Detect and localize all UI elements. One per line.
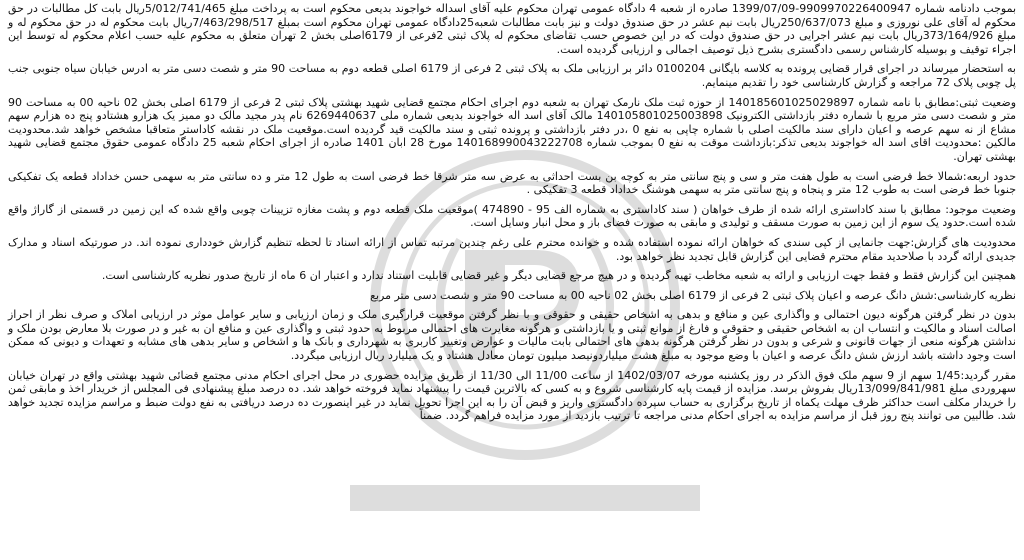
paragraph-registration-status: وضعیت ثبتی:مطابق با نامه شماره 140185601025029897 از حوزه ثبت ملک نارمک تهران به شعبه دوم اجرای احکام مجتمع قضایی شهید بهشتی پلاک ثبتی 2 فرعی از 6179 اصلی بخش 02 ناحیه 00 به مساحت 90 متر و شصت دسی متر مربع با شماره دفتر بازداشتی الکترونیک 140105801025003898 مالک آقای اسد اله خواجوند بدیعی شماره ملی 6269440637 نام پدر مجید مالک دو ممیز یک هزارو هشتادو پنج ده هزارم سهم مشاع از نه سهم عرصه و اعیان دارای سند مالکیت اصلی با شماره چاپی به نفع 0 ،در دفتر بازداشتی و پرونده ثبتی و سند مالکیت قید گردیده است.موقعیت ملک در نقشه کاداستر متعاقبا مشخص خواهد شد.محدودیت مالکین :محدودیت اقای اسد اله خواجوند بدیعی تذکر:بازداشت موقت به نفع 0 بموجب شماره 140168990043222708 مورخ 28 ابان 1401 صادره از اجرای احکام شعبه 25 دادگاه عمومی حقوق مجتمع قضایی شهید بهشتی تهران. — [8, 95, 1017, 163]
paragraph-appraisal-intro: به استحضار میرساند در اجرای قرار قضایی پرونده به کلاسه بایگانی 0100204 دائر بر ارزیابی ملک به پلاک ثبتی 2 فرعی از 6179 اصلی قطعه دوم به مساحت 90 متر و شصت دسی متر به ادرس خیابان سیاه جنوبی جنب پل چوبی پلاک 72 مراجعه و گزارش کارشناسی خود را تقدیم مینمایم. — [8, 62, 1016, 89]
paragraph-valuation: بدون در نظر گرفتن هرگونه دیون احتمالی و واگذاری عین و منافع و بدهی به اشخاص حقیقی و حقوقی و با نظر گرفتن موقعیت قرارگیری ملک و زمان ارزیابی و سایر عوامل موثر در ارزیابی املاک و صرف نظر از احراز اصالت اسناد و مالکیت و انتساب ان به اشخاص حقیقی و حقوقی و فارغ از موانع ثبتی و یا بازداشتی و هرگونه مغایرت های احتمالی مربوط به حدود ثبتی و واگذاری عین و منافع ان به غیر و در صورت بلا معارض بودن ملک و نداشتن هرگونه منعی از جهات قانونی و شرعی و بدون در نظر گرفتن هرگونه بدهی های احتمالی بابت مالیات و عوارض وتغییر کاربری به شهرداری و بانک ها و اشخاص و سایر بدهی های مشابه و تعهدات و دیونی که ممکن است وجود داشته باشد ارزش شش دانگ عرصه و اعیان با وضع موجود به مبلغ هشت میلیاردونیصد میلیون تومان معادل هشتاد و یک میلیارد ریال ارزیابی میگردد. — [8, 308, 1016, 363]
paragraph-report-limitations: محدودیت های گزارش:جهت جانمایی از کپی سندی که خواهان ارائه نموده استفاده شده و خوانده محترم علی رغم چندین مرتبه تماس از ارائه اسناد تا لحظه تنظیم گزارش خودداری نموده اند. در صورتیکه اسناد و مدارک جدیدی ارائه گردد با صلاحدید مقام محترم قضایی این گزارش قابل تجدید نظر خواهد بود. — [8, 235, 1016, 263]
notice-body — [8, 2, 1016, 429]
paragraph-report-validity: همچنین این گزارش فقط و فقط جهت ارزیابی و ارائه به شعبه مخاطب تهیه گردیده و در هیچ مرجع قضایی دیگر و غیر قضایی قابلیت استناد ندارد و اعتبار ان 6 ماه از تاریخ صدور نظریه کارشناسی است. — [101, 269, 1016, 283]
paragraph-boundaries: حدود اربعه:شمالا خط فرضی است به طول هفت متر و سی و پنج سانتی متر به کوچه بن بست احداثی به عرض سه متر شرقا خط فرضی است به طول 12 متر و ده سانتی متر به سهمی حسن خداداد قطعه یک تفکیکی جنوبا خط فرضی است به طوب 12 متر و پنجاه و پنج سانتی متر به سهمی هوشنگ خداداد قطعه 3 تفکیکی . — [8, 169, 1016, 197]
paragraph-current-status: وضعیت موجود: مطابق با سند کاداستری ارائه شده از طرف خواهان ( سند کاداستری به شماره الف 95 - 474890 )موقعیت ملک قطعه دوم و پشت مغازه تزیینات چوبی واقع شده که این زمین در قسمتی از گاراژ واقع شده است.حدود یک سوم از این زمین به صورت مسقف و تولیدی و مابقی به صورت فضای باز و محل انبار وسایل است. — [8, 202, 1016, 230]
paragraph-auction-terms: مقرر گردید:1/45 سهم از 9 سهم ملک فوق الذکر در روز یکشنبه مورخه 1402/03/07 از ساعت 11/00 الی 11/30 از طریق مزایده حضوری در محل اجرای احکام مدنی مجتمع قضائی شهید بهشتی واقع در تهران خیابان سهروردی مبلغ 13/099/841/981ریال بفروش برسد. مزایده از قیمت پایه کارشناسی شروع و به کسی که بالاترین قیمت را پیشنهاد نماید فروخته خواهد شد. ده درصد مبلغ پیشنهادی فی المجلس از خریدار اخذ و مابقی ثمن را خریدار مکلف است حداکثر ظرف مهلت یکماه از تاریخ برگزاری به حساب سپرده دادگستری واریز و قبض آن را به این اجرا تحویل نماید در غیر اینصورت ده درصد دریافتی به نفع دولت ضبط و مراسم مزایده تجدید خواهد شد. طالبین می توانند پنج روز قبل از مراسم مزایده به اجرای احکام مدنی مراجعه تا ترتیب بازدید از مورد مزایده فراهم گردد. ضمناً — [8, 368, 1017, 423]
paragraph-expert-opinion: نظریه کارشناسی:شش دانگ عرصه و اعیان پلاک ثبتی 2 فرعی از 6179 اصلی بخش 02 ناحیه 00 به مساحت 90 متر و شصت دسی متر مربع — [370, 288, 1016, 302]
paragraph-judgment: بموجب دادنامه شماره 9909970226400947-1399/07/09 صادره از شعبه 4 دادگاه عمومی تهران محکوم علیه آقای اسداله خواجوند بدیعی محکوم است به پرداخت مبلغ 5/012/741/465ریال بابت کل مطالبات در حق محکوم له آقای علی نوروزی و مبلغ 250/637/073ریال بابت نیم عشر در حق صندوق دولت و نیز بابت مطالبات شعبه25دادگاه عمومی تهران محکوم است بمبلغ 7/463/298/517ریال بابت محکوم له در حق محکوم له و مبلغ 373/164/926ریال بابت نیم عشر اجرایی در حق صندوق دولت که در این خصوص حسب تقاضای محکوم له پلاک ثبتی 2فرعی از 6179اصلی بخش 2 تهران متعلق به محکوم علیه حسب اعلام محکوم له توسط این اجراء توقیف و بوسیله کارشناس رسمی دادگستری بشرح ذیل توصیف اجمالی و ارزیابی گردیده است. — [8, 2, 1017, 56]
